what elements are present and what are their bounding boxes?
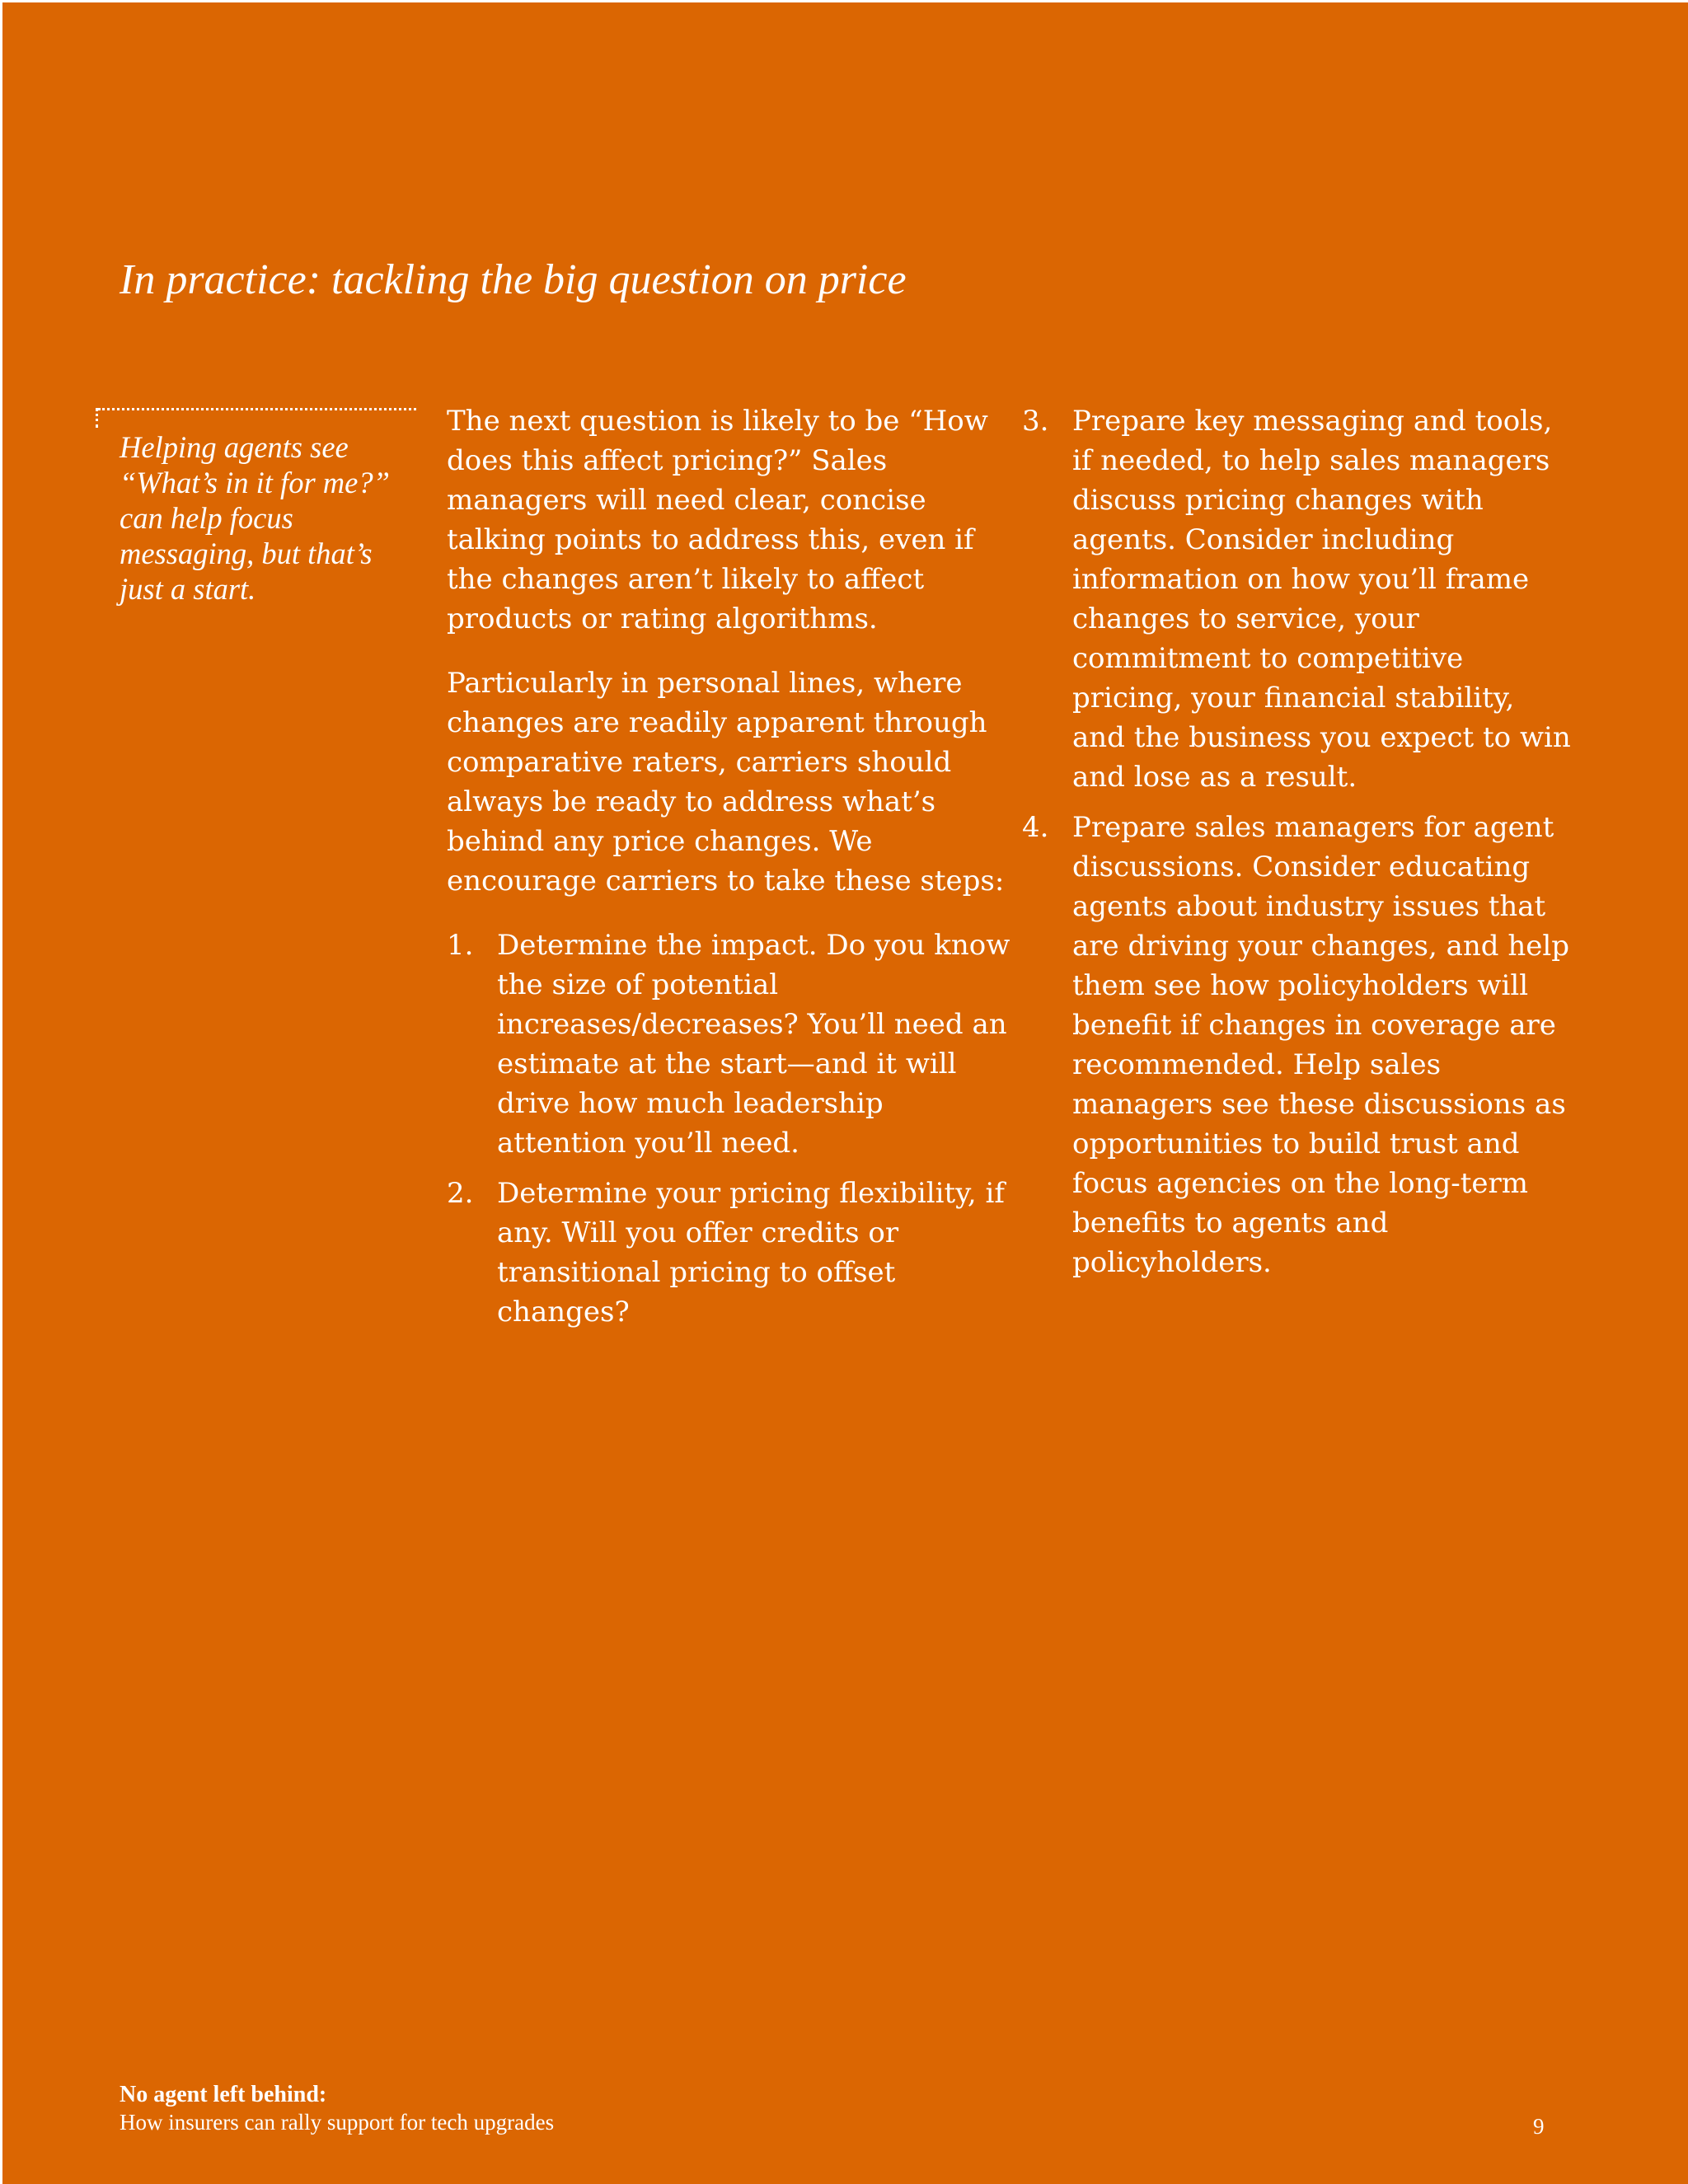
step-text-1: Determine the impact. Do you know the size of potential increases/decreases? You’ll need an estimate at the start—and it will drive how much leadership attention you’ll need.	[497, 929, 1010, 1160]
step-text-2: Determine your pricing flexibility, if any. Will you offer credits or transitional pricing to offset changes?	[497, 1177, 1005, 1329]
step-number-3: 3.	[1022, 405, 1049, 438]
body-paragraph-1: The next question is likely to be “How does this affect pricing?” Sales managers will need clear, concise talking points to address this, even if the changes aren’t likely to affect products or rating algorithms.	[447, 405, 988, 635]
steps-list-1-2	[447, 926, 1015, 1332]
step-number-2: 2.	[447, 1177, 474, 1210]
step-item-4	[1022, 808, 1574, 1282]
step-item-3	[1022, 401, 1574, 797]
footer-title: No agent left behind:	[120, 2082, 327, 2107]
pull-quote-rule	[98, 408, 416, 410]
document-page	[2, 2, 1688, 2184]
step-text-4: Prepare sales managers for agent discussions. Consider educating agents about industry issues that are driving your changes, and help them see how policyholders will benefit if changes in coverage are recommended. Help sales managers see these discussions as opportunities to build trust and focus agencies on the long-term benefits to agents and policyholders.	[1072, 811, 1569, 1279]
footer-subtitle: How insurers can rally support for tech upgrades	[120, 2110, 555, 2135]
body-paragraph-2: Particularly in personal lines, where changes are readily apparent through comparative raters, carriers should always be ready to address what’s behind any price changes. We encourage carriers to take these steps:	[447, 667, 1005, 898]
step-number-4: 4.	[1022, 811, 1049, 844]
step-item-1	[447, 926, 1015, 1163]
page-title: In practice: tackling the big question on price	[120, 256, 907, 303]
body-column-middle	[447, 401, 1015, 1343]
steps-list-3-4	[1022, 401, 1574, 1282]
pull-quote-text: Helping agents see “What’s in it for me?” can help focus messaging, but that’s just a start.	[120, 430, 390, 606]
step-number-1: 1.	[447, 929, 474, 962]
pull-quote	[96, 408, 416, 622]
pull-quote-tick	[96, 408, 98, 428]
body-column-right	[1022, 401, 1574, 1293]
page-number: 9	[1533, 2114, 1545, 2139]
step-item-2	[447, 1174, 1015, 1332]
step-text-3: Prepare key messaging and tools, if needed, to help sales managers discuss pricing changes with agents. Consider including information on how you’ll frame changes to service, your commitment to competitive pricing, your financial stability, and the business you expect to win and lose as a result.	[1072, 405, 1571, 794]
